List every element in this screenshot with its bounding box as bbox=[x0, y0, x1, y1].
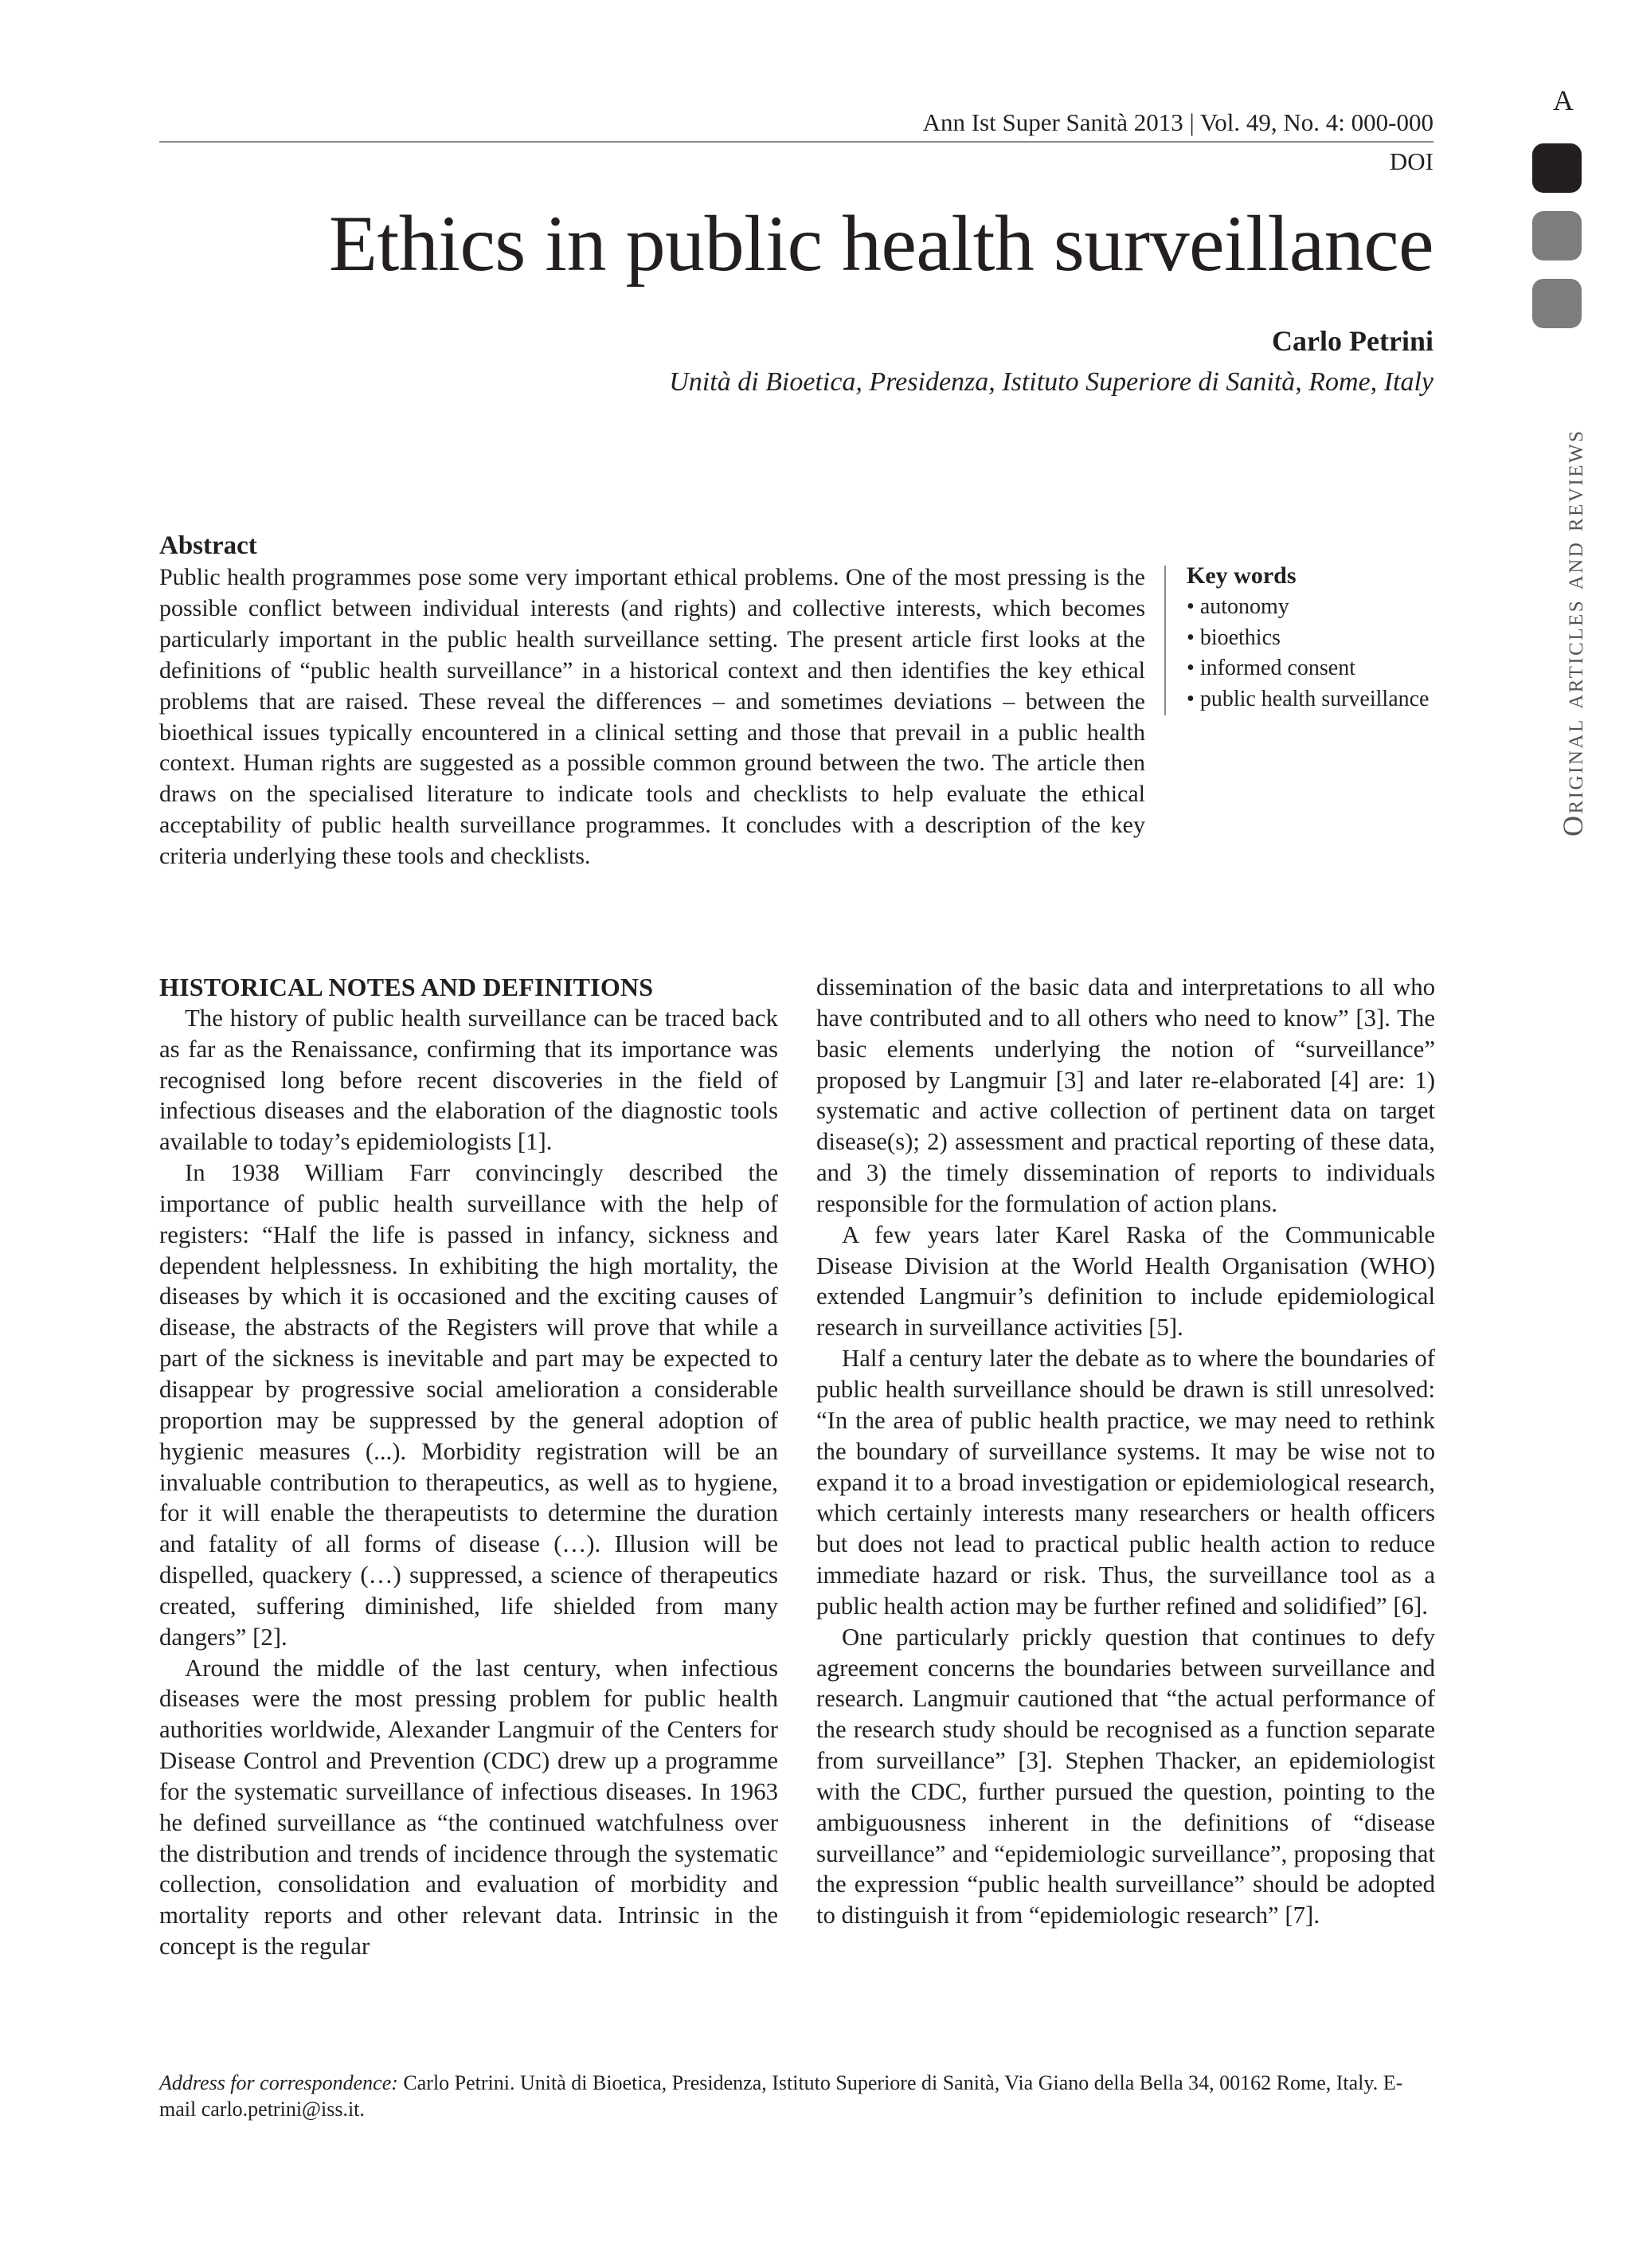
body-paragraph: A few years later Karel Raska of the Communicable Disease Division at the World Health Organisation (WHO) extended Langmuir’s definition to include epidemiological research in surveillance activities [5]. bbox=[816, 1220, 1435, 1342]
journal-citation: Ann Ist Super Sanità 2013 | Vol. 49, No. 4: 000-000 bbox=[922, 108, 1433, 136]
correspondence-address bbox=[159, 2070, 1433, 2122]
body-column-right bbox=[816, 972, 1435, 1931]
correspondence-label: Address for correspondence: bbox=[159, 2071, 398, 2094]
section-marker bbox=[1532, 279, 1582, 328]
body-paragraph: Half a century later the debate as to where the boundaries of public health surveillance should be drawn is still unresolved: “In the area of public health practice, we may need to rethink the boundary of surveillance systems. It may be wise not to expand it to a broad investigation or epidemiological research, which certainly interests many researchers or health officers but does not lead to practical public health action to reduce immediate hazard or risk. Thus, the surveillance tool as a public health action may be further refined and solidified” [6]. bbox=[816, 1345, 1435, 1620]
article-title: Ethics in public health surveillance bbox=[328, 199, 1433, 288]
header-divider bbox=[159, 141, 1433, 143]
body-column-left bbox=[159, 972, 778, 1962]
section-label: Original articles and reviews bbox=[1557, 429, 1589, 836]
keyword-item: • public health surveillance bbox=[1187, 687, 1430, 712]
author-affiliation: Unità di Bioetica, Presidenza, Istituto Superiore di Sanità, Rome, Italy bbox=[669, 367, 1433, 397]
keyword-item: • informed consent bbox=[1187, 656, 1355, 681]
author-name: Carlo Petrini bbox=[1272, 325, 1433, 357]
keywords-heading: Key words bbox=[1187, 562, 1297, 589]
section-letter: A bbox=[1553, 84, 1574, 116]
correspondence-text: Carlo Petrini. Unità di Bioetica, Presidenza, Istituto Superiore di Sanità, Via Giano della Bella 34, 00162 Rome, Italy. E-mail carlo.petrini@iss.it. bbox=[159, 2071, 1403, 2121]
body-paragraph: The history of public health surveillance can be traced back as far as the Renaissance, confirming that its importance was recognised long before recent discoveries in the field of infectious diseases and the elaboration of the diagnostic tools available to today’s epidemiologists [1]. bbox=[159, 1004, 778, 1156]
body-paragraph: In 1938 William Farr convincingly described the importance of public health surveillance with the help of registers: “Half the life is passed in infancy, sickness and dependent helplessness. In exhibiting the high mortality, the diseases by which it is occasioned and the exciting causes of disease, the abstracts of the Registers will prove that while a part of the sickness is inevitable and part may be expected to disappear by progressive social amelioration a considerable proportion may be suppressed by the general adoption of hygienic measures (...). Morbidity registration will be an invaluable contribution to therapeutics, as well as to hygiene, for it will enable the therapeutists to determine the duration and fatality of all forms of disease (…). Illusion will be dispelled, quackery (…) suppressed, a science of therapeutics created, suffering diminished, life shielded from many dangers” [2]. bbox=[159, 1159, 778, 1651]
body-paragraph: dissemination of the basic data and interpretations to all who have contributed and to all others who need to know” [3]. The basic elements underlying the notion of “surveillance” proposed by Langmuir [3] and later re-elaborated [4] are: 1) systematic and active collection of pertinent data on target disease(s); 2) assessment and practical reporting of these data, and 3) the timely dissemination of reports to individuals responsible for the formulation of action plans. bbox=[816, 973, 1435, 1217]
keyword-item: • autonomy bbox=[1187, 594, 1289, 619]
keyword-item: • bioethics bbox=[1187, 625, 1281, 650]
body-paragraph: Around the middle of the last century, when infectious diseases were the most pressing problem for public health authorities worldwide, Alexander Langmuir of the Centers for Disease Control and Prevention (CDC) drew up a programme for the systematic surveillance of infectious diseases. In 1963 he defined surveillance as “the continued watchfulness over the distribution and trends of incidence through the systematic collection, consolidation and evaluation of morbidity and mortality reports and other relevant data. Intrinsic in the concept is the regular bbox=[159, 1654, 778, 1961]
section-marker bbox=[1532, 211, 1582, 260]
doi-label: DOI bbox=[1389, 147, 1433, 175]
section-heading: HISTORICAL NOTES AND DEFINITIONS bbox=[159, 973, 654, 1001]
keywords-divider bbox=[1164, 566, 1166, 715]
body-paragraph: One particularly prickly question that continues to defy agreement concerns the boundaries between surveillance and research. Langmuir cautioned that “the actual performance of the research study should be recognised as a function separate from surveillance” [3]. Stephen Thacker, an epidemiologist with the CDC, further pursued the question, pointing to the ambiguousness inherent in the definitions of “disease surveillance” and “epidemiologic surveillance”, proposing that the expression “public health surveillance” should be adopted to distinguish it from “epidemiologic research” [7]. bbox=[816, 1623, 1435, 1929]
abstract-text: Public health programmes pose some very important ethical problems. One of the most pressing is the possible conflict between individual interests (and rights) and collective interests, which becomes particularly important in the public health surveillance setting. The present article first looks at the definitions of “public health surveillance” in a historical context and then identifies the key ethical problems that are raised. These reveal the differences – and sometimes deviations – between the bioethical issues typically encountered in a clinical setting and those that prevail in a public health context. Human rights are suggested as a possible common ground between the two. The article then draws on the specialised literature to indicate tools and checklists to help evaluate the ethical acceptability of public health surveillance programmes. It concludes with a description of the key criteria underlying these tools and checklists. bbox=[159, 564, 1145, 870]
keywords-list bbox=[1187, 592, 1429, 715]
section-marker-active bbox=[1532, 143, 1582, 193]
abstract-heading: Abstract bbox=[159, 531, 257, 560]
